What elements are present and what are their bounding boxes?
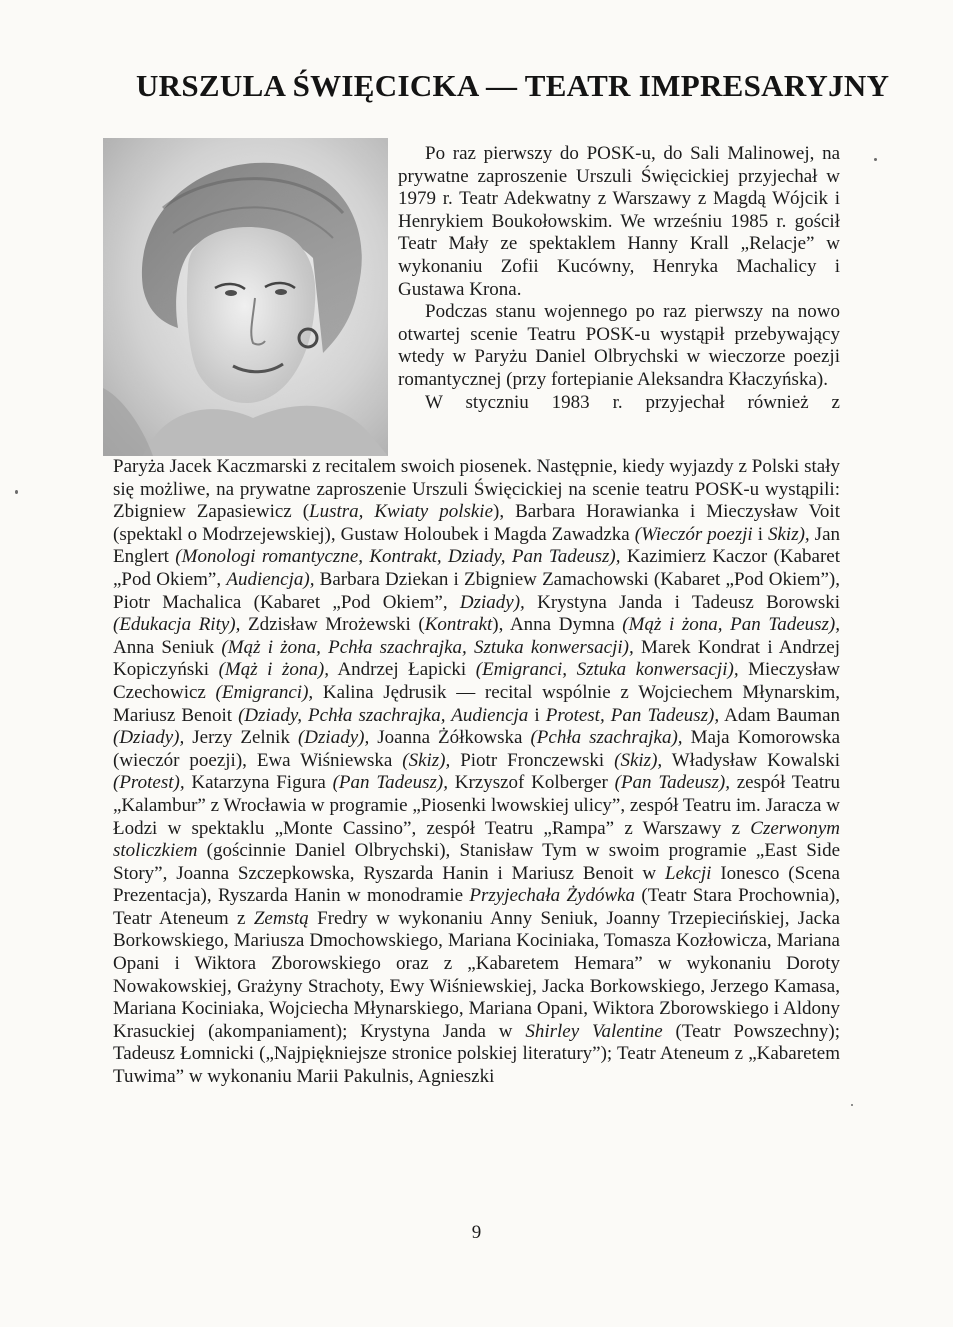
text-run: Fredry w wykonaniu Anny Seniuk, Joanny Trzepiecińskiej, Jacka Borkowskiego, Mariusza Dmochowskiego, Mariana Kociniaka, Tomasza Kozłowicza, Mariana Opani i Wiktora Zborowskiego oraz z „Kabaretem Hemara” w wykonaniu Doroty Nowakowskiej, Grażyny Strachoty, Ewy Wiśniewskiej, Jacka Borkowskiego, Jerzego Kamasa, Mariana Kociniaka, Wojciecha Młynarskiego, Mariana Opani, Wiktora Zborowskiego i Aldony Krasuckiej (akompaniament); Krystyna Janda w <box>113 907 840 1042</box>
text-run: Andrzej Łapicki <box>328 659 476 681</box>
text-run: Jerzy Zelnik <box>184 727 298 749</box>
paragraph-3-body <box>113 456 840 1089</box>
work-title: Przyjechała Żydówka <box>469 885 636 907</box>
portrait-photo <box>103 138 388 456</box>
work-title: Czerwonym stoliczkiem <box>113 817 840 862</box>
text-run: ), Anna Dymna <box>492 614 623 636</box>
main-text-block <box>113 456 840 1089</box>
work-title: Skiz), <box>767 523 810 545</box>
work-title: Shirley Valentine <box>525 1020 663 1042</box>
scan-speck <box>851 1104 853 1106</box>
text-run: Jan Englert <box>113 523 841 568</box>
work-title: (Pan Tadeusz), <box>332 772 448 794</box>
scan-speck <box>874 158 877 161</box>
paragraph-2: Podczas stanu wojennego po raz pierwszy na nowo otwartej scenie Teatru POSK-u wystąpił przebywający wtedy w Paryżu Daniel Olbrychski w wieczorze poezji romantycznej (przy fortepianie Aleksandra Kłaczyńska). <box>398 301 840 390</box>
paragraph-3-lead: W styczniu 1983 r. przyjechał również z <box>425 391 840 413</box>
text-run: (Teatr Stara Prochownia), Teatr Ateneum z <box>113 885 840 929</box>
text-run: Kalina Jędrusik — recital wspólnie z Wojciechem Młynarskim, Mariusz Benoit <box>113 681 841 726</box>
work-title: Protest, Pan Tadeusz), <box>545 704 720 726</box>
text-run: i <box>528 704 546 726</box>
text-run: (Teatr Powszechny); Tadeusz Łomnicki („Najpiękniejsze stronice polskiej literatury”); Teatr Ateneum z „Kabaretem Tuwima” w wykonaniu Marii Pakulnis, Agnieszki <box>113 1020 840 1088</box>
text-run: zespół Teatru „Kalambur” z Wrocławia w programie „Piosenki lwowskiej ulicy”, zespół Teatru im. Jaracza w Łodzi w spektaklu „Monte Cassino”, zespół Teatru „Rampa” z Warszawy z <box>113 772 840 839</box>
work-title: Dziady), <box>459 591 525 613</box>
work-title: (Skiz), <box>614 749 663 771</box>
text-run: Kazimierz Kaczor (Kabaret „Pod Okiem”, <box>113 546 840 590</box>
work-title: Audiencja), <box>226 568 315 590</box>
work-title: (Protest), <box>113 772 185 794</box>
text-run: Maja Komorowska (wieczór poezji), Ewa Wiśniewska <box>113 727 840 771</box>
work-title: (Pan Tadeusz), <box>614 772 730 794</box>
text-run: Barbara Dziekan i Zbigniew Zamachowski (Kabaret „Pod Okiem”), Piotr Machalica (Kabaret „Pod Okiem”, <box>113 568 840 613</box>
work-title: (Emigranci, Sztuka konwersacji), <box>475 659 739 681</box>
work-title: Kontrakt <box>424 614 493 636</box>
work-title: (Mąż i żona, Pan Tadeusz), <box>622 614 840 636</box>
text-run: Marek Kondrat i Andrzej Kopiczyński <box>113 636 840 681</box>
work-title: Lekcji <box>665 862 712 884</box>
text-run: Adam Bauman <box>719 704 841 726</box>
text-run: (gościnnie Daniel Olbrychski), Stanisław Tym w swoim programie „East Side Story”, Joanna Szczepkowska, Ryszarda Hanin i Mariusz Benoit w <box>113 840 840 884</box>
work-title: (Dziady), <box>297 727 370 749</box>
text-run: ), Barbara Horawianka i Mieczysław Voit (spektakl o Modrzejewskiej), Gustaw Holoubek i Magda Zawadzka <box>113 501 840 545</box>
paragraph-1: Po raz pierwszy do POSK-u, do Sali Malinowej, na prywatne zaproszenie Urszuli Święcickiej przyjechał w 1979 r. Teatr Adekwatny z Warszawy z Magdą Wójcik i Henrykiem Boukołowskim. We wrześniu 1985 r. gościł Teatr Mały ze spektaklem Hanny Krall „Relacje” w wykonaniu Zofii Kucówny, Henryka Machalicy i Gustawa Krona. <box>398 143 840 300</box>
text-run: Ionesco (Scena Prezentacja), Ryszarda Hanin w monodramie <box>113 862 840 907</box>
text-run: Krystyna Janda i Tadeusz Borowski <box>524 591 841 613</box>
text-run: Krzyszof Kolberger <box>447 772 615 794</box>
text-run: Władysław Kowalski <box>662 749 840 771</box>
work-title: Zemstą <box>253 907 309 929</box>
text-run: Piotr Fronczewski <box>450 749 615 771</box>
work-title: (Skiz), <box>402 749 451 771</box>
work-title: (Dziady, Pchła szachrajka, Audiencja <box>238 704 529 726</box>
work-title: (Dziady), <box>113 727 185 749</box>
text-run: Katarzyna Figura <box>184 772 333 794</box>
article-title: URSZULA ŚWIĘCICKA — TEATR IMPRESARYJNY <box>136 68 890 103</box>
intro-column <box>398 143 840 414</box>
text-run: i <box>752 523 768 545</box>
text-run: Joanna Żółkowska <box>369 727 531 749</box>
work-title: (Edukacja Rity), <box>113 614 241 636</box>
page-number: 9 <box>471 1222 482 1243</box>
text-run: Paryża Jacek Kaczmarski z recitalem swoich piosenek. Następnie, kiedy wyjazdy z Polski stały się możliwe, na prywatne zaproszenie Urszuli Święcickiej na scenie teatru POSK-u wystąpili: Zbigniew Zapasiewicz ( <box>113 456 840 523</box>
text-run: Mieczysław Czechowicz <box>113 659 840 703</box>
work-title: (Pchła szachrajka), <box>530 727 683 749</box>
work-title: (Monologi romantyczne, Kontrakt, Dziady, Pan Tadeusz), <box>175 546 621 568</box>
text-run: Zdzisław Mrożewski ( <box>240 614 425 636</box>
text-run: Anna Seniuk <box>113 636 222 658</box>
work-title: (Wieczór poezji <box>634 523 753 545</box>
work-title: Lustra, Kwiaty polskie <box>309 501 494 523</box>
work-title: (Mąż i żona, Pchła szachrajka, Sztuka konwersacji), <box>221 636 634 658</box>
work-title: (Mąż i żona), <box>218 659 329 681</box>
work-title: (Emigranci), <box>215 681 314 703</box>
scan-speck <box>15 490 18 494</box>
